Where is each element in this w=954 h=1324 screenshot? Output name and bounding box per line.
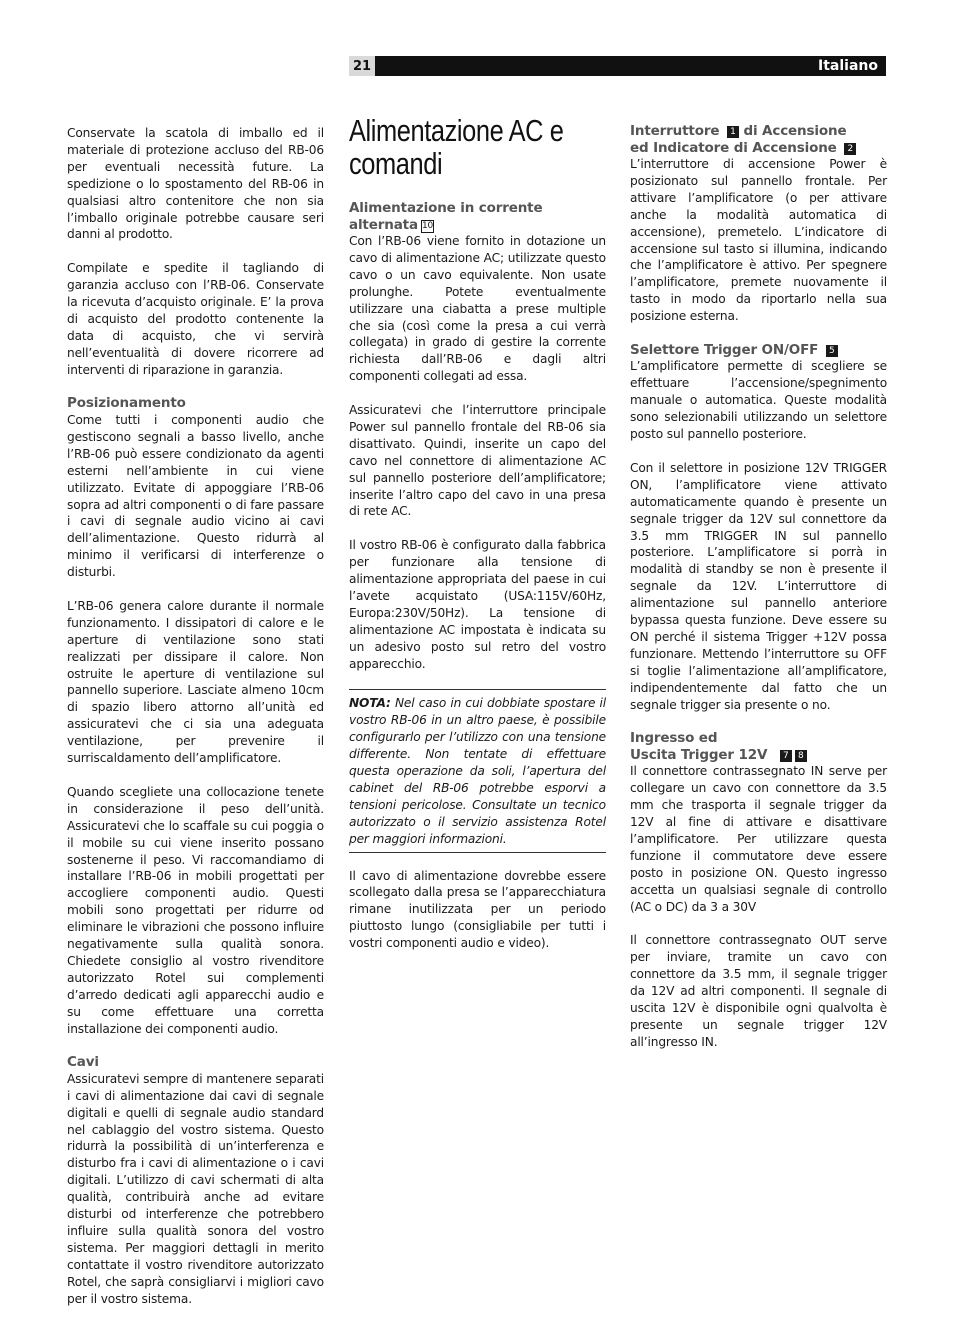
- paragraph: L’interruttore di accensione Power è posizionato sul pannello frontale. Per attivare l’amplificatore (o per attivare anche la modalità automatica di accensione), premetelo. L’indicatore di accensione sul tasto si illumina, indicando che l’amplificatore è attivo. Per spegnere l’amplificatore, premete nuovamente il tasto in modo da riportarlo nella sua posizione esterna.: [630, 157, 887, 324]
- badge-7: 7: [780, 750, 792, 762]
- heading-ingresso: [630, 730, 887, 763]
- heading-text: Selettore Trigger ON/OFF: [630, 341, 819, 358]
- paragraph: Come tutti i componenti audio che gestiscono segnali a basso livello, anche l’RB-06 può essere condizionato da agenti esterni nell’ambiente in cui viene utilizzato. Evitate di appoggiare l’RB-06 sopra ad altri componenti o di fare passare i cavi di segnale audio vicino ai cavi dell’alimentazione. Questo ridurrà al minimo il verificarsi di interferenze o disturbi.: [67, 412, 324, 580]
- heading-text: Ingresso ed: [630, 730, 718, 747]
- heading-posizionamento: Posizionamento: [67, 395, 186, 412]
- note-box: [349, 689, 606, 852]
- paragraph: Con l’RB-06 viene fornito in dotazione un cavo di alimentazione AC; utilizzate questo cavo o un cavo equivalente. Non usate prolunghe. Potete eventualmente utilizzare una ciabatta a prese multiple che sia (così come la presa a cui verrà collegata) in grado di gestire la corrente richiesta dall’RB-06 e dagli altri componenti collegati ad essa.: [349, 234, 606, 384]
- paragraph: Il cavo di alimentazione dovrebbe essere scollegato dalla presa se l’apparecchiatura rimane inutilizzata per un periodo piuttosto lungo (consigliabile per tutti i vostri componenti audio e video).: [349, 868, 606, 951]
- note-text: Nel caso in cui dobbiate spostare il vostro RB-06 in un altro paese, è possibile configurarlo per l’utilizzo con una tensione differente. Non tentate di effettuare questa operazione da soli, l’apertura del cabinet del RB-06 potrebbe esporvi a tensioni pericolose. Consultate un tecnico autorizzato o il servizio assistenza Rotel per maggiori informazioni.: [349, 696, 606, 846]
- paragraph: L’RB-06 genera calore durante il normale funzionamento. I dissipatori di calore e le aperture di ventilazione sono stati realizzati per dissipare il calore. Non ostruite le aperture di ventilazione sul pannello superiore. Lasciate almeno 10cm di spazio libero attorno all’unità ed assicuratevi che ci sia una adeguata ventilazione, per prevenire il surriscaldamento dell’amplificatore.: [67, 598, 324, 766]
- header-bar: [375, 56, 886, 76]
- page-title: Alimentazione AC e comandi: [349, 113, 564, 181]
- badge-5: 5: [826, 345, 838, 357]
- badge-1: 1: [727, 126, 739, 138]
- paragraph: Assicuratevi sempre di mantenere separati i cavi di alimentazione dai cavi di segnale digitali e quelli di segnale audio standard nel cablaggio del vostro sistema. Questo ridurrà la possibilità di un’interferenza e disturbo fra i cavi di alimentazione o i cavi digitali. L’utilizzo di cavi schermati di alta qualità, contribuirà anche ad evitare disturbi od interferenze che potrebbero influire sulla qualità sonora del vostro sistema. Per maggiori dettagli in merito contattate il vostro rivenditore autorizzato Rotel, che saprà consigliarvi i migliori cavo per il vostro sistema.: [67, 1071, 324, 1306]
- page-number: 21: [349, 56, 375, 76]
- column-right: [630, 123, 887, 1068]
- badge-10: 10: [421, 220, 434, 231]
- heading-text: Uscita Trigger 12V: [630, 746, 768, 763]
- badge-2: 2: [844, 143, 856, 155]
- heading-cavi: Cavi: [67, 1054, 99, 1071]
- paragraph: L’amplificatore permette di scegliere se effettuare l’accensione/spegnimento manuale o automatica. Queste modalità sono selezionabili utilizzando un selettore posto sul pannello posteriore.: [630, 359, 887, 442]
- paragraph: Il vostro RB-06 è configurato dalla fabbrica per funzionare alla tensione di alimentazione appropriata del paese in cui l’avete acquistato (USA:115V/60Hz, Europa:230V/50Hz). La tensione di alimentazione AC impostata è indicata su un adesivo posto sul retro del vostro apparecchio.: [349, 538, 606, 671]
- heading-text: ed Indicatore di Accensione: [630, 139, 837, 156]
- heading-text: di Accensione: [743, 123, 847, 139]
- note-paragraph: [349, 695, 606, 847]
- note-label: NOTA:: [349, 696, 391, 711]
- paragraph: Con il selettore in posizione 12V TRIGGER ON, l’amplificatore viene attivato automaticamente quando è presente un segnale trigger da 12V sul connettore da 3.5 mm TRIGGER IN sul pannello posteriore. L’amplificatore si porrà in modalità di standby se non è presente il segnale da 12V. L’interruttore di alimentazione sul pannello anteriore bypassa questa funzione. Deve essere su ON perché il sistema Trigger +12V possa funzionare. Mettendo l’interruttore su OFF si toglie l’alimentazione all’amplificatore, indipendentemente dal fatto che un segnale trigger sia presente o no.: [630, 460, 887, 712]
- language-label: Italiano: [818, 58, 878, 74]
- paragraph: Assicuratevi che l’interruttore principale Power sul pannello frontale del RB-06 sia disattivato. Quindi, inserite un capo del cavo nel connettore di alimentazione AC sul pannello posteriore dell’amplificatore; inserite l’altro capo del cavo in una presa di rete AC.: [349, 403, 606, 519]
- paragraph: Il connettore contrassegnato IN serve per collegare un cavo con connettore da 3.5 mm che trasporta il segnale trigger da 12V al fine di attivare e disattivare l’amplificatore. Per utilizzare questa funzione il commutatore deve essere posto in posizione ON. Questo ingresso accetta un qualsiasi segnale di controllo (AC o DC) da 3 a 30V: [630, 764, 887, 914]
- column-left: [67, 125, 324, 1324]
- paragraph: Quando scegliete una collocazione tenete in considerazione il peso dell’unità. Assicuratevi che lo scaffale su cui poggia o il mobile su cui viene inserito possano sostenerne il peso. Vi raccomandiamo di installare l’RB-06 in mobili progettati per accogliere componenti audio. Questi mobili sono progettati per ridurre od eliminare le vibrazioni che possono influire negativamente sulla qualità sonora. Chiedete consiglio al vostro rivenditore autorizzato Rotel sui complementi d’arredo dedicati agli apparecchi audio e su come effettuare una corretta installazione dei componenti audio.: [67, 784, 324, 1036]
- paragraph: Conservate la scatola di imballo ed il materiale di protezione accluso del RB-06 per eventuali necessità future. La spedizione o lo spostamento del RB-06 in qualsiasi altro contenitore che non sia l’imballo originale potrebbe causare seri danni al prodotto.: [67, 126, 324, 242]
- heading-alimentazione: [349, 200, 606, 233]
- heading-text: Alimentazione in corrente alternata: [349, 200, 543, 233]
- heading-interruttore: [630, 123, 887, 156]
- badge-8: 8: [795, 750, 807, 762]
- column-middle: [349, 114, 606, 969]
- heading-selettore: [630, 342, 887, 359]
- heading-text: Interruttore: [630, 123, 720, 139]
- paragraph: Compilate e spedite il tagliando di garanzia accluso con l’RB-06. Conservate la ricevuta d’acquisto originale. E’ la prova di acquisto del prodotto contenente la data di acquisto, che vi servirà nell’eventualità di dovere ricorrere ad interventi di riparazione in garanzia.: [67, 261, 324, 377]
- paragraph: Il connettore contrassegnato OUT serve per inviare, tramite un cavo con connettore da 3.5 mm, il segnale trigger da 12V ad altri componenti. Il segnale di uscita 12V è disponibile ogni qualvolta è presente un segnale trigger 12V all’ingresso IN.: [630, 933, 887, 1049]
